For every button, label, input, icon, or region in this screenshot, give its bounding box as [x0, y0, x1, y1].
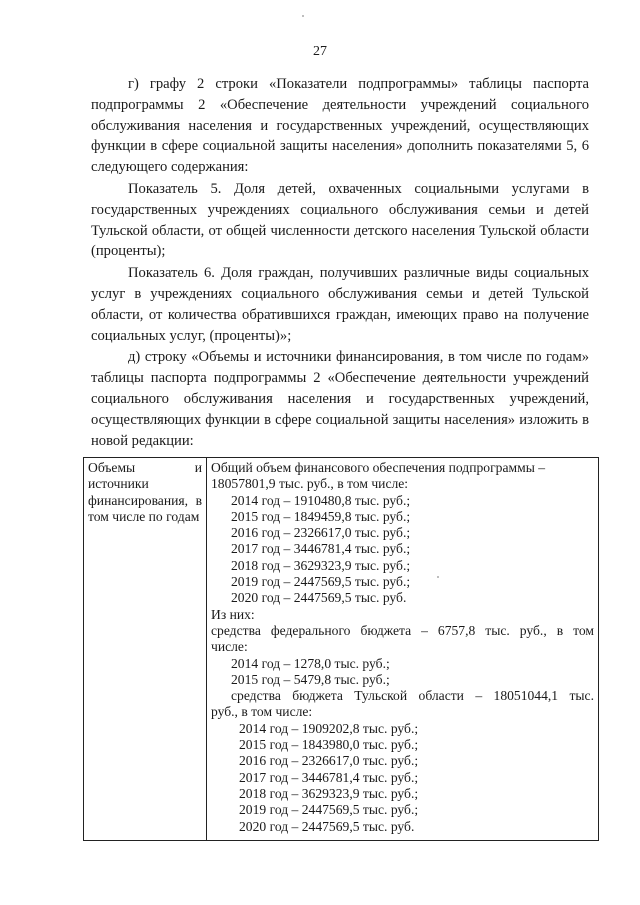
regional-year-line: 2020 год – 2447569,5 тыс. руб. [239, 818, 415, 834]
paragraph-g: г) графу 2 строки «Показатели подпрограммы» таблицы паспорта подпрограммы 2 «Обеспечение деятельности учреждений социального обслуживания населения и государственных учреждений, осуществляющих функции в сфере социальной защиты населения» дополнить показателями 5, 6 следующего содержания: [91, 76, 589, 176]
total-line: 18057801,9 тыс. руб., в том числе: [211, 476, 409, 492]
financing-table [83, 457, 599, 841]
federal-budget-line: средства федерального бюджета – 6757,8 тыс. руб., в том [211, 622, 594, 638]
federal-year-line: 2015 год – 5479,8 тыс. руб.; [231, 671, 390, 687]
total-line: Общий объем финансового обеспечения подпрограммы – [211, 460, 546, 475]
regional-year-line: 2018 год – 3629323,9 тыс. руб.; [239, 785, 419, 801]
total-year-line: 2020 год – 2447569,5 тыс. руб. [231, 590, 407, 606]
row-header-cell: Объемы и источники финансирования, в том числе по годам [84, 458, 207, 841]
paragraph-indicator-6: Показатель 6. Доля граждан, получивших различные виды социальных услуг в учреждениях социального обслуживания семьи и детей Тульской области, от количества обратившихся граждан, имеющих право на получение социальных услуг, (проценты)»; [91, 265, 589, 344]
total-year-line: 2015 год – 1849459,8 тыс. руб.; [231, 508, 411, 524]
total-year-line: 2019 год – 2447569,5 тыс. руб.; [231, 574, 411, 590]
page-number: 27 [313, 44, 327, 59]
regional-budget-line: руб., в том числе: [211, 704, 313, 720]
total-year-line: 2018 год – 3629323,9 тыс. руб.; [231, 557, 411, 573]
federal-year-line: 2014 год – 1278,0 тыс. руб.; [231, 655, 390, 671]
regional-year-line: 2017 год – 3446781,4 тыс. руб.; [239, 769, 419, 785]
table-row [84, 458, 599, 841]
total-year-line: 2016 год – 2326617,0 тыс. руб.; [231, 525, 411, 541]
of-which-label: Из них: [211, 606, 255, 622]
paragraph-indicator-5: Показатель 5. Доля детей, охваченных социальными услугами в государственных учреждениях социального обслуживания семьи и детей Тульской области, от общей численности детского населения Тульской области (проценты); [91, 180, 589, 260]
total-year-line: 2014 год – 1910480,8 тыс. руб.; [231, 492, 411, 508]
financing-details-cell [207, 458, 599, 841]
regional-year-line: 2019 год – 2447569,5 тыс. руб.; [239, 802, 419, 818]
paragraph-d: д) строку «Объемы и источники финансирования, в том числе по годам» таблицы паспорта подпрограммы 2 «Обеспечение деятельности учреждений социального обслуживания населения и государственных учреждений, осуществляющих функции в сфере социальной защиты населения» изложить в новой редакции: [91, 349, 589, 449]
regional-year-line: 2016 год – 2326617,0 тыс. руб.; [239, 753, 419, 769]
total-year-line: 2017 год – 3446781,4 тыс. руб.; [231, 541, 411, 557]
scan-artifact-dot [302, 15, 304, 17]
regional-year-line: 2014 год – 1909202,8 тыс. руб.; [239, 720, 419, 736]
federal-budget-line: числе: [211, 639, 248, 655]
document-body [91, 74, 589, 452]
regional-year-line: 2015 год – 1843980,0 тыс. руб.; [239, 737, 419, 753]
regional-budget-line: средства бюджета Тульской области – 18051044,1 тыс. [231, 688, 594, 704]
